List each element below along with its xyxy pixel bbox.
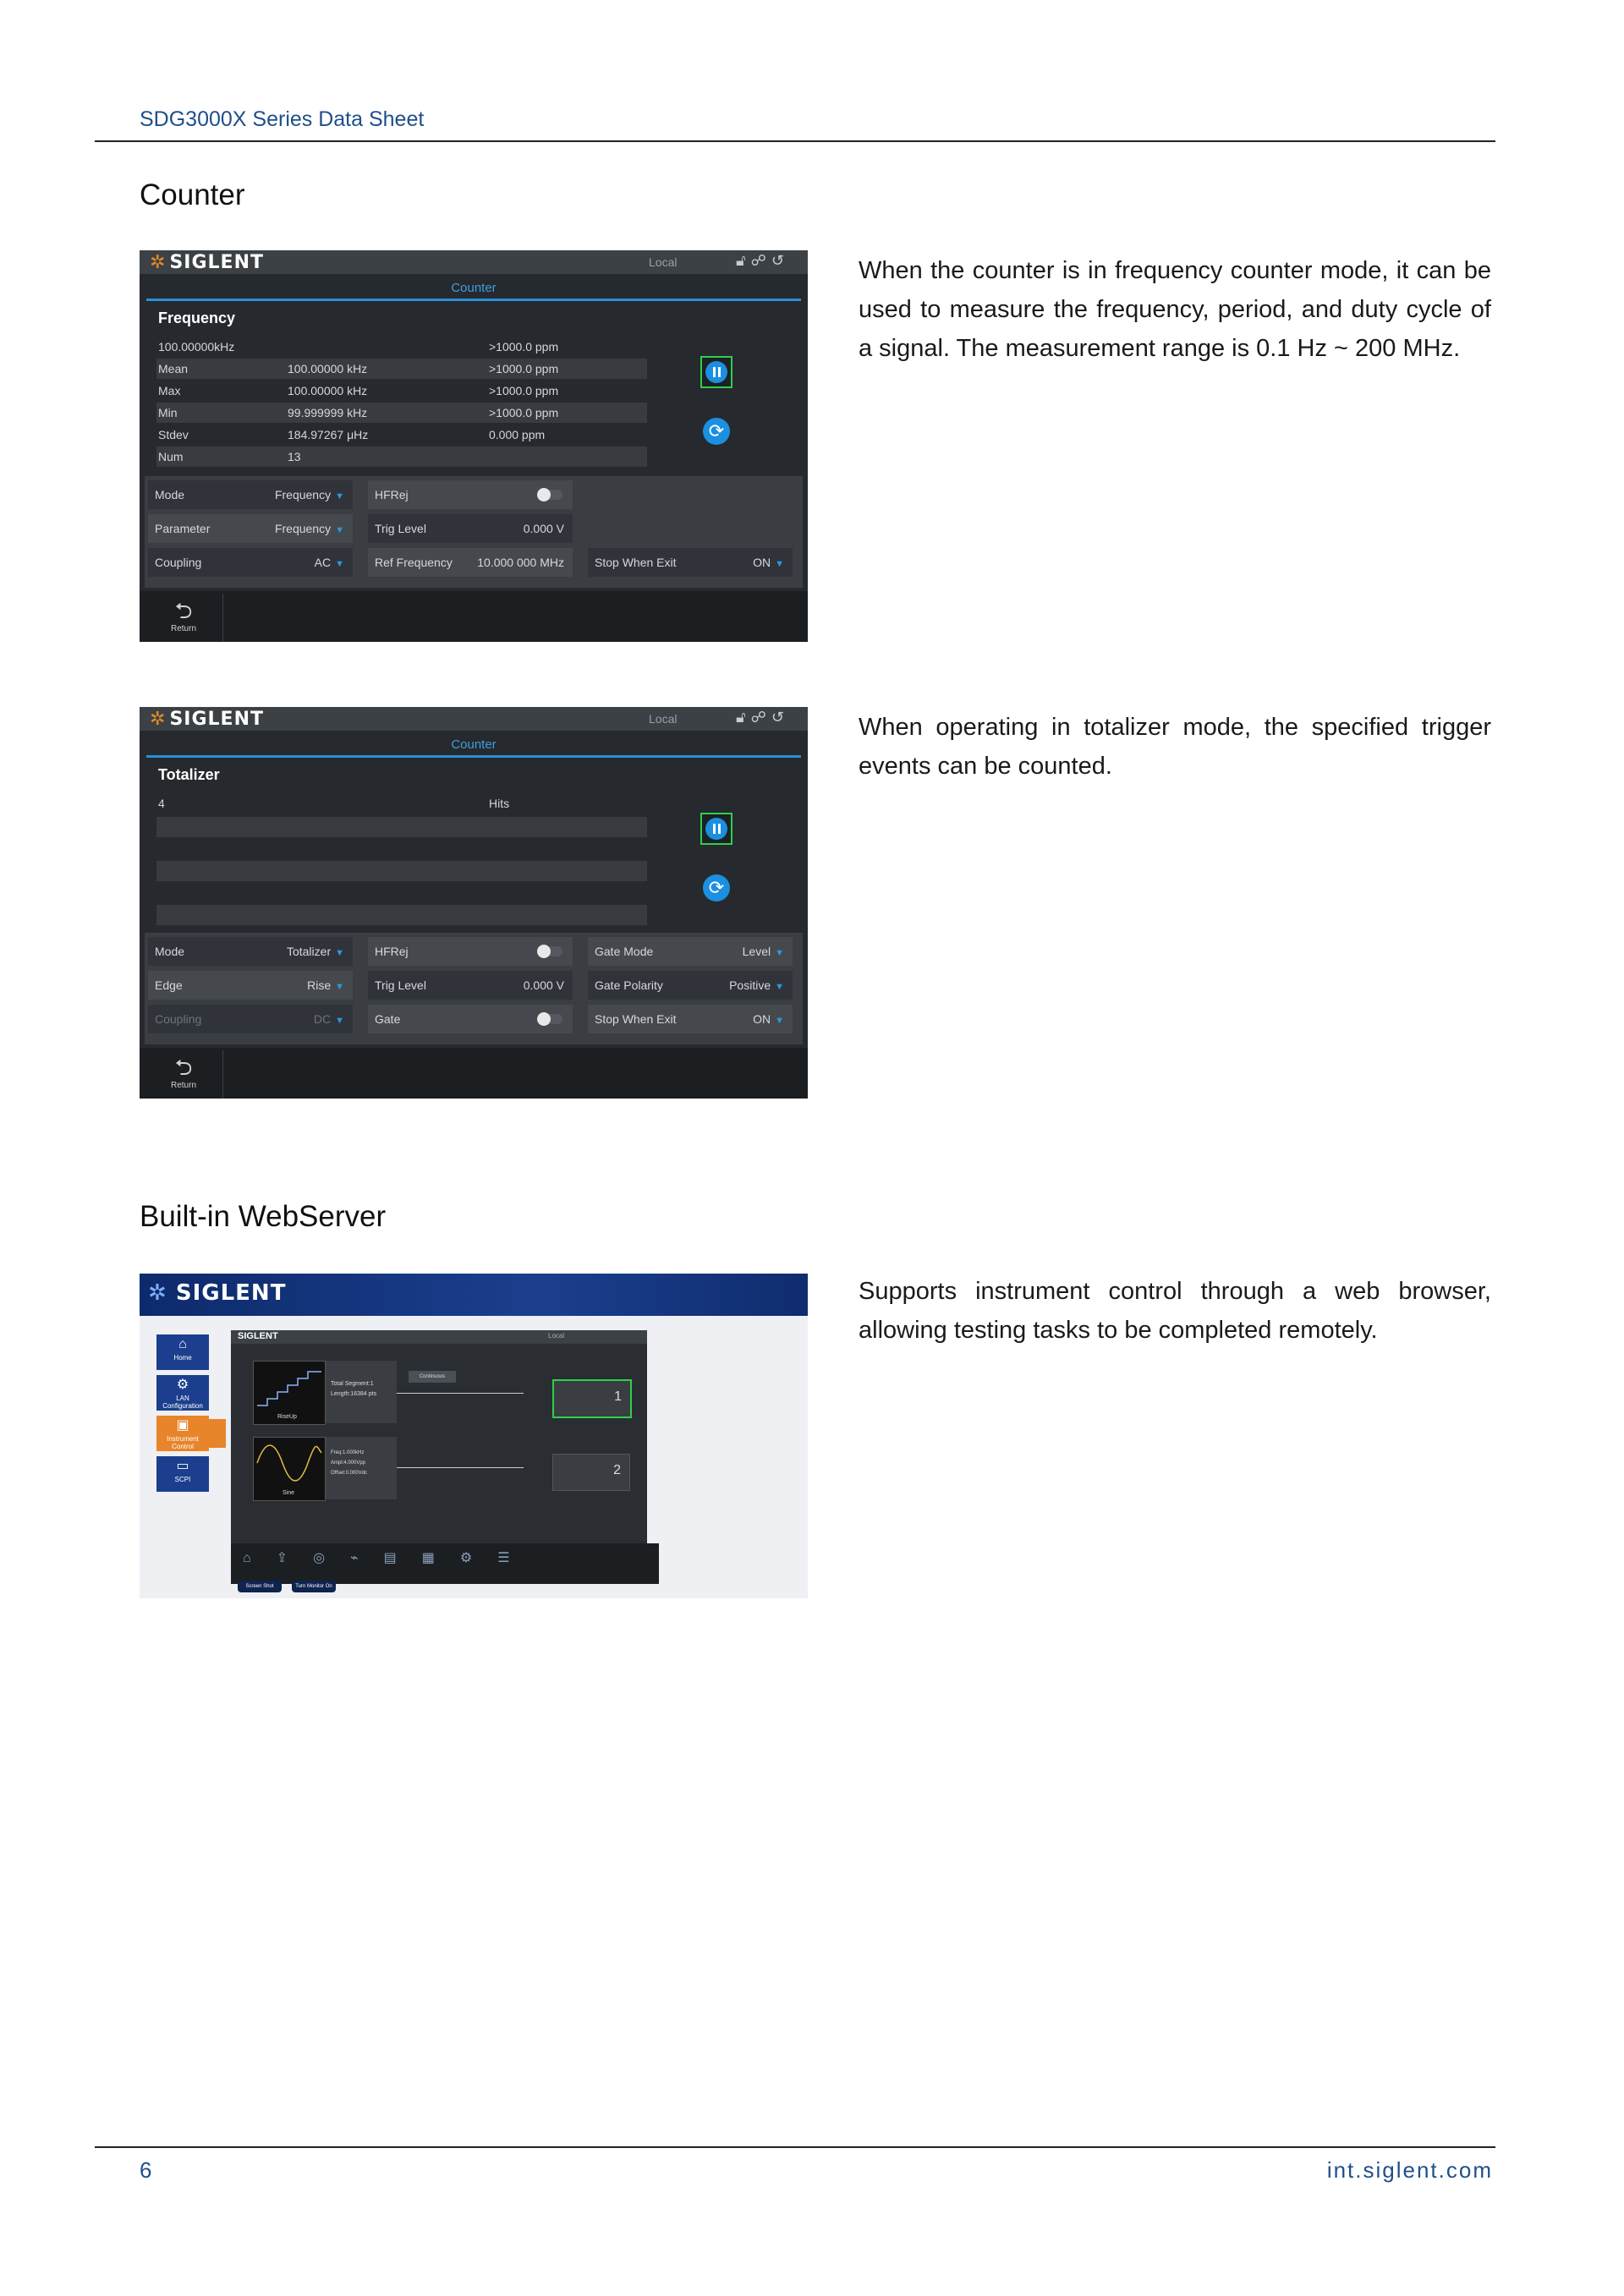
pause-icon[interactable] bbox=[700, 356, 732, 388]
return-icon: ⮌ bbox=[174, 598, 193, 623]
section-title-webserver: Built-in WebServer bbox=[140, 1200, 387, 1233]
stop-when-exit-select[interactable]: Stop When Exit ON ▼ bbox=[588, 1005, 793, 1033]
siglent-logo: ✲ SIGLENT bbox=[150, 709, 264, 730]
measurement-title: Totalizer bbox=[158, 766, 220, 783]
return-icon: ⮌ bbox=[174, 1055, 193, 1080]
instrument-icon: ▣ bbox=[176, 1418, 189, 1433]
channel-2-box[interactable]: 2 bbox=[552, 1454, 630, 1491]
chevron-down-icon: ▼ bbox=[335, 491, 344, 501]
measure-row-num: Num 13 bbox=[156, 447, 647, 467]
gate-polarity-select[interactable]: Gate Polarity Positive ▼ bbox=[588, 971, 793, 1000]
ref-frequency-field[interactable]: Ref Frequency 10.000 000 MHz bbox=[368, 548, 573, 577]
measure-row-stdev: Stdev 184.97267 μHz 0.000 ppm bbox=[158, 428, 546, 441]
home-icon: ⌂ bbox=[178, 1337, 187, 1351]
chevron-down-icon: ▼ bbox=[335, 525, 344, 535]
pause-icon[interactable] bbox=[700, 813, 732, 845]
paragraph-counter-totalizer: When operating in totalizer mode, the specified trigger events can be counted. bbox=[859, 714, 1491, 780]
measure-row-max: Max 100.00000 kHz >1000.0 ppm bbox=[158, 384, 559, 397]
gate-toggle[interactable]: Gate bbox=[368, 1005, 573, 1033]
screen-bottombar bbox=[140, 1048, 808, 1099]
staircase-waveform-icon bbox=[254, 1362, 325, 1412]
footer-website[interactable]: int.siglent.com bbox=[1326, 2157, 1493, 2183]
totalizer-count-row: 4 Hits bbox=[158, 797, 510, 810]
arb-info: Total Segment:1 Length:16384 pts bbox=[326, 1361, 397, 1423]
coupling-select[interactable]: Coupling DC ▼ bbox=[148, 1005, 353, 1033]
screen-shot-button[interactable]: Screen Shot bbox=[238, 1581, 282, 1592]
web-banner bbox=[140, 1274, 808, 1316]
empty-row bbox=[156, 905, 647, 925]
empty-row bbox=[156, 861, 647, 881]
webserver-screenshot bbox=[140, 1274, 808, 1598]
page-header-title: SDG3000X Series Data Sheet bbox=[140, 107, 425, 131]
power-icon: ↺ bbox=[771, 252, 789, 269]
chevron-down-icon: ▼ bbox=[335, 982, 344, 992]
tab-underline bbox=[146, 755, 801, 758]
page-number: 6 bbox=[140, 2157, 152, 2183]
mode-select[interactable]: Mode Totalizer ▼ bbox=[148, 937, 353, 966]
network-icon: ☍ bbox=[750, 709, 771, 726]
gear-icon: ⚙ bbox=[176, 1378, 189, 1392]
measure-row-mean: Mean 100.00000 kHz >1000.0 ppm bbox=[156, 359, 647, 379]
siglent-logo: ✲ SIGLENT bbox=[148, 1280, 287, 1306]
measurement-title: Frequency bbox=[158, 310, 236, 326]
tab-counter[interactable]: Counter bbox=[451, 281, 497, 295]
hfrej-toggle[interactable]: HFRej bbox=[368, 480, 573, 509]
mode-select[interactable]: Mode Frequency ▼ bbox=[148, 480, 353, 509]
local-status: Local bbox=[649, 255, 678, 269]
inner-topbar: SIGLENT Local bbox=[231, 1330, 647, 1344]
chevron-down-icon: ▼ bbox=[775, 1016, 784, 1026]
edge-select[interactable]: Edge Rise ▼ bbox=[148, 971, 353, 1000]
footer-rule bbox=[95, 2146, 1495, 2148]
active-nav-indicator bbox=[206, 1419, 226, 1448]
sine-waveform-icon bbox=[254, 1438, 325, 1488]
parameter-select[interactable]: Parameter Frequency ▼ bbox=[148, 514, 353, 543]
trig-level-field[interactable]: Trig Level 0.000 V bbox=[368, 971, 573, 1000]
toggle-switch bbox=[537, 1014, 562, 1024]
chevron-down-icon: ▼ bbox=[335, 948, 344, 958]
lock-icon: 🔓︎ bbox=[736, 709, 751, 726]
stop-when-exit-select[interactable]: Stop When Exit ON ▼ bbox=[588, 548, 793, 577]
topbar-icons bbox=[736, 709, 789, 726]
ch1-link-line bbox=[397, 1393, 524, 1394]
arb-mode-badge: Continuous bbox=[409, 1371, 456, 1383]
nav-home[interactable]: ⌂ Home bbox=[156, 1334, 209, 1370]
local-status: Local bbox=[649, 712, 678, 726]
power-icon: ↺ bbox=[771, 709, 789, 726]
hfrej-toggle[interactable]: HFRej bbox=[368, 937, 573, 966]
chevron-down-icon: ▼ bbox=[335, 1016, 344, 1026]
instrument-display[interactable] bbox=[231, 1330, 647, 1584]
tab-underline bbox=[146, 299, 801, 301]
chevron-down-icon: ▼ bbox=[775, 559, 784, 569]
inner-bottom-nav[interactable]: ⌂⇪◎⌁▤▦⚙☰ bbox=[231, 1543, 659, 1584]
chevron-down-icon: ▼ bbox=[335, 559, 344, 569]
measure-row: 100.00000kHz >1000.0 ppm bbox=[158, 340, 559, 353]
tab-counter[interactable]: Counter bbox=[451, 737, 497, 752]
sine-info: Freq:1.000kHz Ampl:4.000Vpp Offset:0.000Vdc bbox=[326, 1437, 397, 1499]
counter-totalizer-screenshot bbox=[140, 707, 808, 1099]
sine-preview: Sine bbox=[253, 1437, 326, 1501]
section-title-counter: Counter bbox=[140, 178, 245, 211]
coupling-select[interactable]: Coupling AC ▼ bbox=[148, 548, 353, 577]
topbar-icons bbox=[736, 252, 789, 270]
siglent-logo: ✲ SIGLENT bbox=[150, 252, 264, 273]
empty-row bbox=[156, 817, 647, 837]
ch2-link-line bbox=[397, 1467, 524, 1468]
network-icon: ☍ bbox=[750, 252, 771, 269]
nav-lan-configuration[interactable]: ⚙ LAN Configuration bbox=[156, 1375, 209, 1411]
lock-icon: 🔓︎ bbox=[736, 252, 751, 269]
return-button[interactable]: ⮌ Return bbox=[145, 594, 223, 642]
terminal-icon: ▭ bbox=[176, 1459, 189, 1473]
screen-topbar bbox=[140, 707, 808, 731]
nav-scpi[interactable]: ▭ SCPI bbox=[156, 1456, 209, 1492]
turn-monitor-on-button[interactable]: Turn Monitor On bbox=[292, 1581, 336, 1592]
chevron-down-icon: ▼ bbox=[775, 948, 784, 958]
paragraph-webserver: Supports instrument control through a web browser, allowing testing tasks to be completed remotely. bbox=[859, 1278, 1491, 1344]
channel-1-box[interactable]: 1 bbox=[552, 1379, 632, 1418]
arb-preview: RiseUp bbox=[253, 1361, 326, 1425]
counter-frequency-screenshot bbox=[140, 250, 808, 642]
trig-level-field[interactable]: Trig Level 0.000 V bbox=[368, 514, 573, 543]
nav-instrument-control[interactable]: ▣ Instrument Control bbox=[156, 1416, 209, 1451]
screen-bottombar bbox=[140, 591, 808, 642]
toggle-switch bbox=[537, 490, 562, 500]
screen-topbar bbox=[140, 250, 808, 274]
paragraph-counter-frequency: When the counter is in frequency counter mode, it can be used to measure the frequency, period, and duty cycle of a signal. The measurement range is 0.1 Hz ~ 200 MHz. bbox=[859, 257, 1491, 362]
return-button[interactable]: ⮌ Return bbox=[145, 1050, 223, 1099]
gate-mode-select[interactable]: Gate Mode Level ▼ bbox=[588, 937, 793, 966]
header-rule bbox=[95, 140, 1495, 142]
refresh-icon[interactable]: ⟳ bbox=[703, 418, 730, 445]
measure-row-min: Min 99.999999 kHz >1000.0 ppm bbox=[156, 403, 647, 423]
refresh-icon[interactable]: ⟳ bbox=[703, 874, 730, 901]
chevron-down-icon: ▼ bbox=[775, 982, 784, 992]
toggle-switch bbox=[537, 946, 562, 956]
